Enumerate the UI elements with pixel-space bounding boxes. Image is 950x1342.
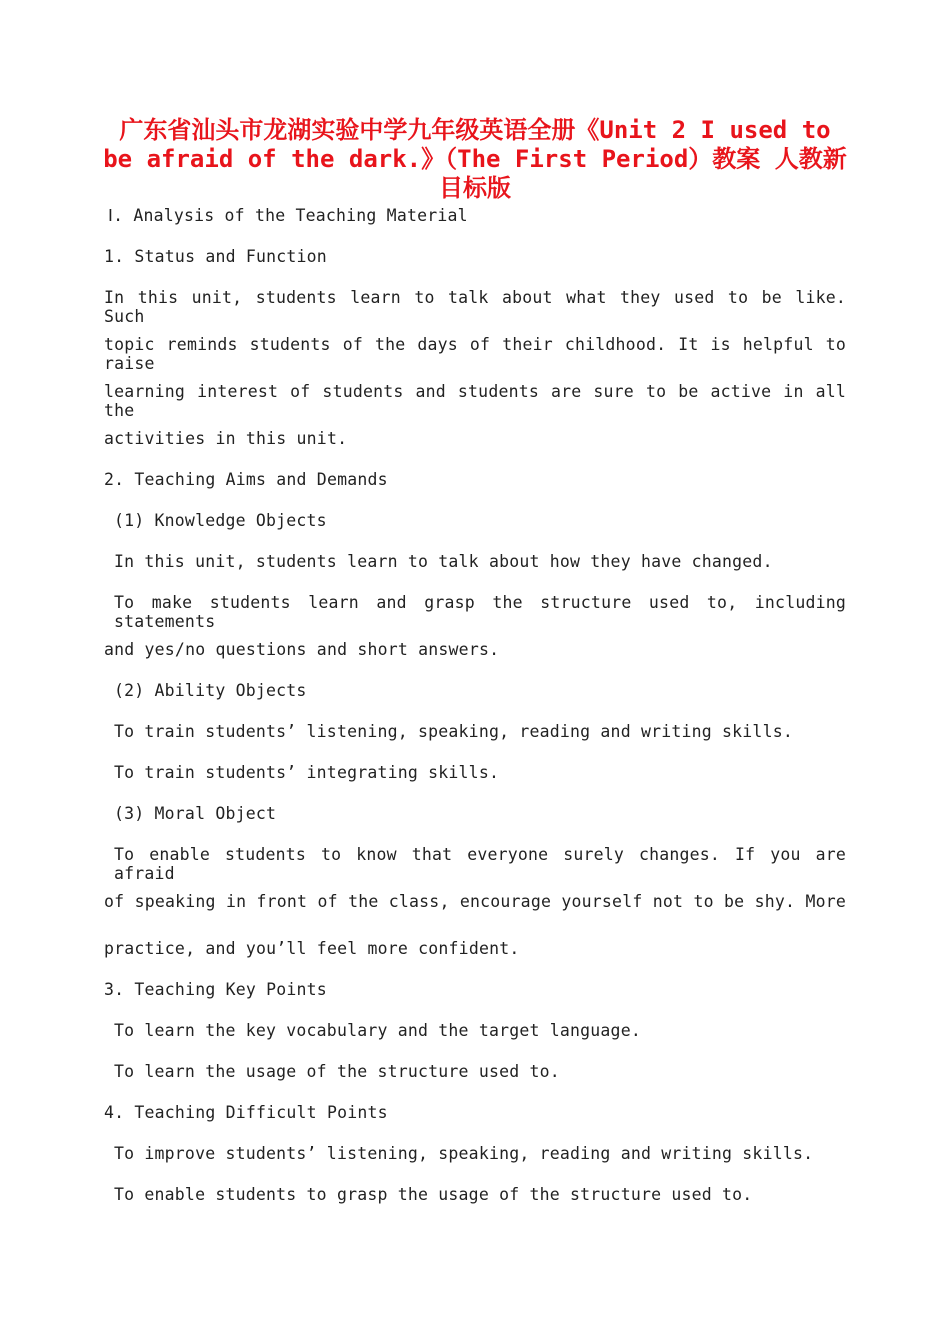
moral-line-3: practice, and you’ll feel more confident.	[104, 939, 520, 958]
ability-line-2: To train students’ integrating skills.	[114, 763, 500, 782]
section-heading: Ⅰ. Analysis of the Teaching Material	[108, 206, 468, 225]
knowledge-line-2: To make students learn and grasp the structure used to, including statements	[114, 593, 846, 631]
moral-heading: (3) Moral Object	[114, 804, 277, 823]
status-line-2: topic reminds students of the days of their childhood. It is helpful to raise	[104, 335, 846, 373]
ability-heading: (2) Ability Objects	[114, 681, 307, 700]
ability-line-1: To train students’ listening, speaking, reading and writing skills.	[114, 722, 793, 741]
difficult-points-heading: 4. Teaching Difficult Points	[104, 1103, 388, 1122]
key-points-line-1: To learn the key vocabulary and the target language.	[114, 1021, 641, 1040]
knowledge-heading: (1) Knowledge Objects	[114, 511, 327, 530]
document-title: 广东省汕头市龙湖实验中学九年级英语全册《Unit 2 I used to be afraid of the dark.》（The First Period）教案 人教新目标版	[103, 116, 847, 202]
status-line-3: learning interest of students and students are sure to be active in all the	[104, 382, 846, 420]
status-line-1: In this unit, students learn to talk about what they used to be like. Such	[104, 288, 846, 326]
knowledge-line-3: and yes/no questions and short answers.	[104, 640, 500, 659]
status-heading: 1. Status and Function	[104, 247, 327, 266]
status-line-4: activities in this unit.	[104, 429, 348, 448]
aims-heading: 2. Teaching Aims and Demands	[104, 470, 388, 489]
knowledge-line-1: In this unit, students learn to talk about how they have changed.	[114, 552, 773, 571]
key-points-heading: 3. Teaching Key Points	[104, 980, 327, 999]
difficult-points-line-2: To enable students to grasp the usage of the structure used to.	[114, 1185, 753, 1204]
moral-line-2: of speaking in front of the class, encourage yourself not to be shy. More	[104, 892, 846, 911]
moral-line-1: To enable students to know that everyone surely changes. If you are afraid	[114, 845, 846, 883]
difficult-points-line-1: To improve students’ listening, speaking, reading and writing skills.	[114, 1144, 814, 1163]
key-points-line-2: To learn the usage of the structure used to.	[114, 1062, 560, 1081]
